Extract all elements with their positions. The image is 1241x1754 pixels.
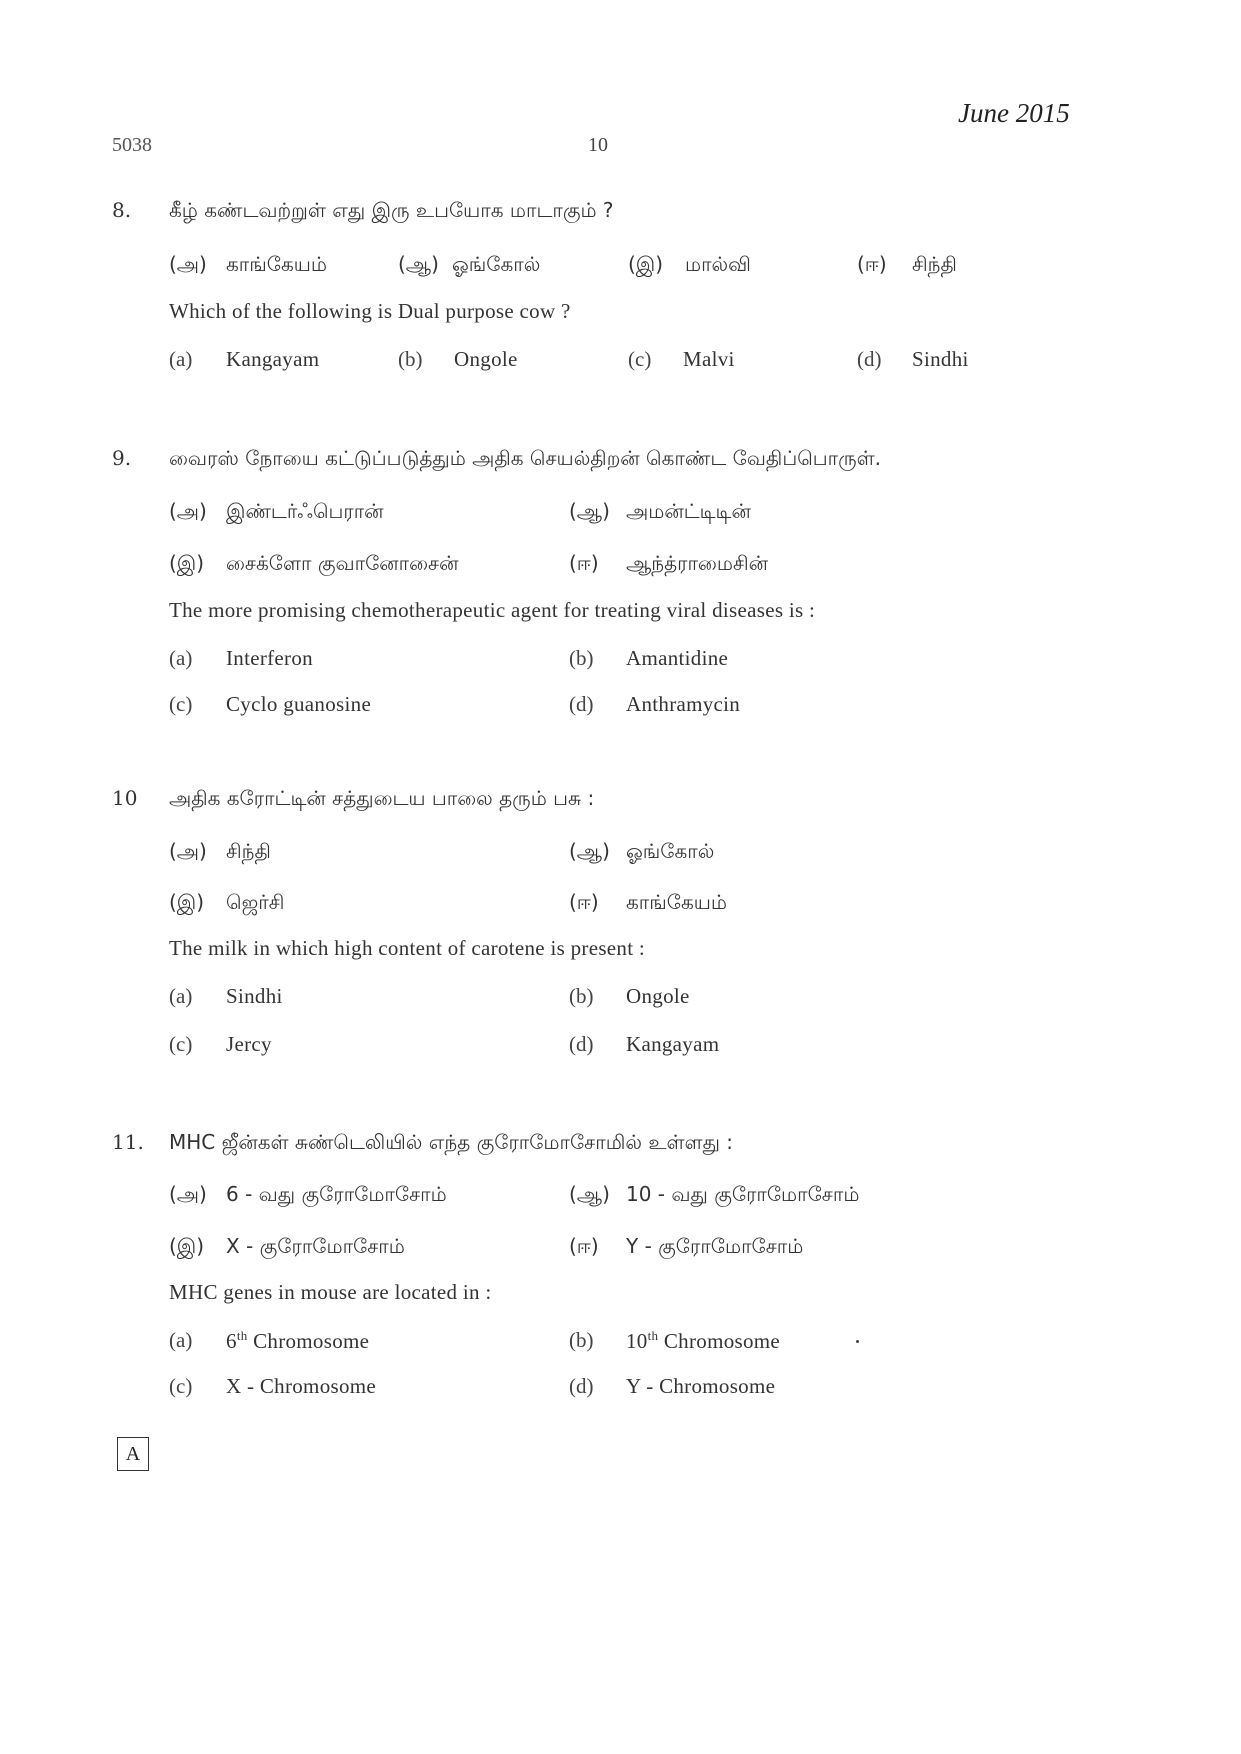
tamil-option-text: சிந்தி	[226, 839, 271, 863]
stray-dot	[856, 1340, 859, 1343]
tamil-option-label: (இ)	[169, 551, 205, 575]
english-option-text: X - Chromosome	[226, 1374, 377, 1398]
english-option-label: (d)	[569, 1374, 594, 1398]
tamil-question: அதிக கரோட்டின் சத்துடைய பாலை தரும் பசு :	[169, 786, 595, 810]
english-option-label: (c)	[169, 692, 193, 716]
tamil-question: MHC ஜீன்கள் சுண்டெலியில் எந்த குரோமோசோமில் உள்ளது :	[169, 1130, 734, 1154]
english-option-text: 10th Chromosome	[626, 1328, 781, 1353]
tamil-question: கீழ் கண்டவற்றுள் எது இரு உபயோக மாடாகும் ?	[169, 198, 614, 222]
booklet-code-box: A	[117, 1437, 149, 1471]
english-option-label: (a)	[169, 646, 193, 670]
tamil-option-label: (இ)	[169, 890, 205, 914]
english-option-label: (b)	[569, 646, 594, 670]
tamil-option-text: ஓங்கோல்	[452, 252, 541, 276]
english-question: The more promising chemotherapeutic agent for treating viral diseases is :	[169, 598, 816, 622]
tamil-option-label: (ஆ)	[569, 499, 610, 523]
english-option-text: Ongole	[626, 984, 690, 1008]
tamil-option-label: (ஆ)	[398, 252, 439, 276]
tamil-option-text: காங்கேயம்	[226, 252, 327, 276]
tamil-option-label: (ஆ)	[569, 1182, 610, 1206]
english-option-label: (b)	[569, 1328, 594, 1352]
question-number: 8.	[112, 198, 132, 222]
tamil-option-text: X - குரோமோசோம்	[226, 1234, 405, 1258]
tamil-question: வைரஸ் நோயை கட்டுப்படுத்தும் அதிக செயல்திறன் கொண்ட வேதிப்பொருள்.	[169, 446, 882, 470]
tamil-option-label: (இ)	[628, 252, 664, 276]
english-option-label: (d)	[569, 692, 594, 716]
tamil-option-label: (ஈ)	[569, 1234, 599, 1258]
english-question: Which of the following is Dual purpose cow ?	[169, 299, 571, 323]
english-option-text: Cyclo guanosine	[226, 692, 372, 716]
tamil-option-text: 6 - வது குரோமோசோம்	[226, 1182, 447, 1206]
question-number: 11.	[112, 1130, 144, 1154]
tamil-option-label: (ஈ)	[857, 252, 887, 276]
question-number: 10	[112, 786, 138, 810]
date-stamp: June 2015	[958, 98, 1070, 128]
tamil-option-text: 10 - வது குரோமோசோம்	[626, 1182, 860, 1206]
tamil-option-text: காங்கேயம்	[626, 890, 727, 914]
tamil-option-label: (அ)	[169, 252, 207, 276]
english-option-label: (c)	[169, 1374, 193, 1398]
english-option-label: (c)	[169, 1032, 193, 1056]
english-option-text: Kangayam	[226, 347, 320, 371]
english-question: The milk in which high content of carotene is present :	[169, 936, 646, 960]
tamil-option-label: (இ)	[169, 1234, 205, 1258]
question-number: 9.	[112, 446, 132, 470]
english-option-label: (b)	[398, 347, 423, 371]
english-option-label: (a)	[169, 347, 193, 371]
tamil-option-text: ஓங்கோல்	[626, 839, 715, 863]
tamil-option-label: (ஆ)	[569, 839, 610, 863]
english-option-label: (d)	[569, 1032, 594, 1056]
paper-code: 5038	[112, 134, 152, 156]
tamil-option-label: (அ)	[169, 499, 207, 523]
english-option-text: Malvi	[683, 347, 735, 371]
tamil-option-text: சைக்ளோ குவானோசைன்	[226, 551, 459, 575]
english-option-text: Kangayam	[626, 1032, 720, 1056]
english-option-label: (d)	[857, 347, 882, 371]
english-option-text: Ongole	[454, 347, 518, 371]
english-option-text: Sindhi	[912, 347, 969, 371]
tamil-option-label: (ஈ)	[569, 890, 599, 914]
english-option-label: (a)	[169, 984, 193, 1008]
english-option-text: Y - Chromosome	[626, 1374, 776, 1398]
english-option-text: Anthramycin	[626, 692, 741, 716]
tamil-option-text: ஆந்த்ராமைசின்	[626, 551, 769, 575]
english-option-text: 6th Chromosome	[226, 1328, 370, 1353]
english-question: MHC genes in mouse are located in :	[169, 1280, 492, 1304]
english-option-text: Sindhi	[226, 984, 283, 1008]
tamil-option-label: (ஈ)	[569, 551, 599, 575]
tamil-option-text: மால்வி	[685, 252, 751, 276]
english-option-text: Amantidine	[626, 646, 729, 670]
english-option-label: (b)	[569, 984, 594, 1008]
tamil-option-label: (அ)	[169, 1182, 207, 1206]
english-option-label: (a)	[169, 1328, 193, 1352]
tamil-option-text: இண்டர்ஃபெரான்	[226, 499, 384, 523]
tamil-option-text: Y - குரோமோசோம்	[626, 1234, 804, 1258]
tamil-option-text: அமன்ட்டிடின்	[626, 499, 751, 523]
english-option-text: Jercy	[226, 1032, 272, 1056]
page-number: 10	[588, 134, 608, 156]
tamil-option-label: (அ)	[169, 839, 207, 863]
english-option-text: Interferon	[226, 646, 313, 670]
english-option-label: (c)	[628, 347, 652, 371]
tamil-option-text: சிந்தி	[912, 252, 957, 276]
tamil-option-text: ஜெர்சி	[226, 890, 285, 914]
